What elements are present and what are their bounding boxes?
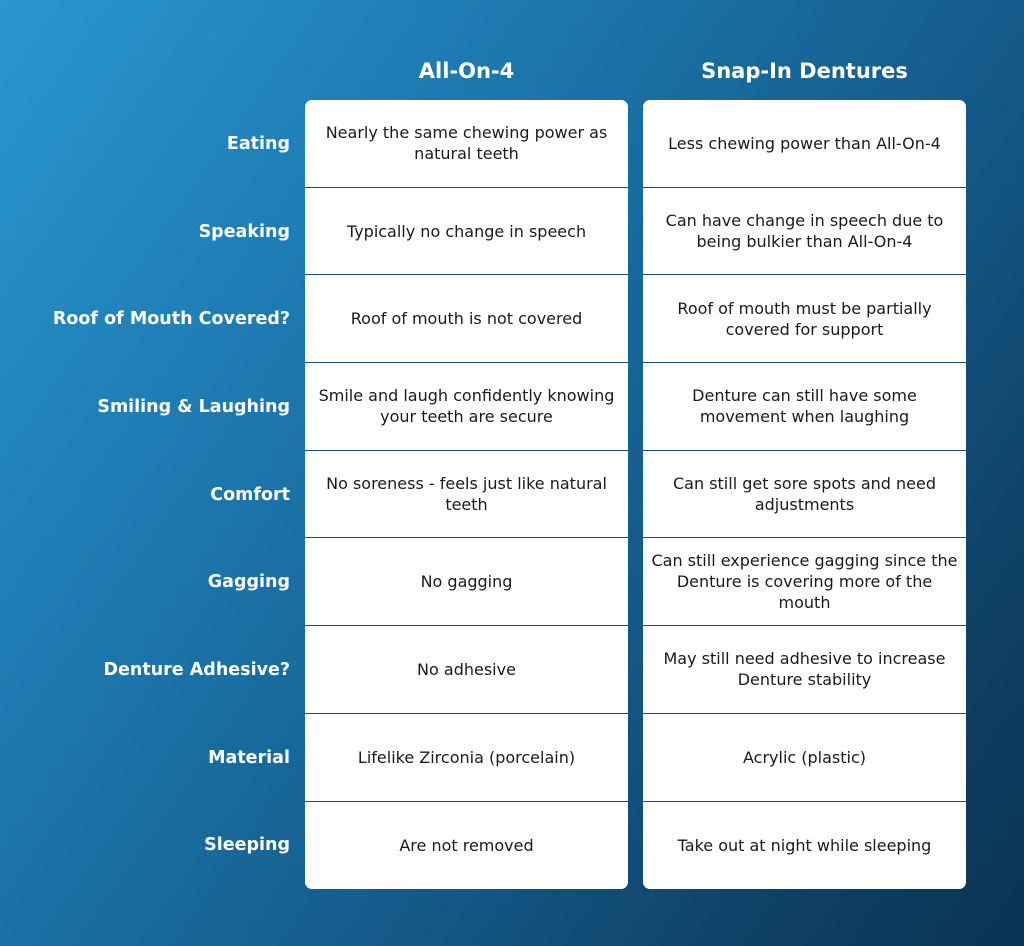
row-label-roof-of-mouth: Roof of Mouth Covered? xyxy=(52,309,290,330)
snap-in-cell-speaking xyxy=(643,188,966,276)
cell-text: Lifelike Zirconia (porcelain) xyxy=(357,747,576,767)
snap-in-cell-sleeping xyxy=(643,802,966,890)
row-label-comfort: Comfort xyxy=(210,484,290,505)
cell-text: No gagging xyxy=(420,572,513,592)
row-label-sleeping: Sleeping xyxy=(204,835,290,856)
all-on-4-cell-eating xyxy=(305,100,628,188)
all-on-4-cell-roof-of-mouth xyxy=(305,275,628,363)
snap-in-cell-gagging xyxy=(643,538,966,626)
row-label-gagging: Gagging xyxy=(207,572,290,593)
cell-text: Are not removed xyxy=(399,835,534,855)
snap-in-cell-roof-of-mouth xyxy=(643,275,966,363)
row-label-material: Material xyxy=(208,747,290,768)
snap-in-dentures-column-card xyxy=(643,100,966,889)
cell-text: May still need adhesive to increase Denture stability xyxy=(663,649,946,690)
all-on-4-column-card xyxy=(305,100,628,889)
cell-text: Acrylic (plastic) xyxy=(742,747,867,767)
all-on-4-cell-material xyxy=(305,714,628,802)
row-label-denture-adhesive: Denture Adhesive? xyxy=(103,659,290,680)
row-labels xyxy=(0,100,290,889)
cell-text: Roof of mouth must be partially covered for support xyxy=(677,298,932,339)
all-on-4-cell-speaking xyxy=(305,188,628,276)
cell-text: No adhesive xyxy=(417,659,516,679)
cell-text: Nearly the same chewing power as natural teeth xyxy=(325,123,608,164)
snap-in-cell-comfort xyxy=(643,451,966,539)
row-label-smiling-laughing: Smiling & Laughing xyxy=(97,396,290,417)
cell-text: No soreness - feels just like natural teeth xyxy=(326,474,607,515)
all-on-4-cell-smiling-laughing xyxy=(305,363,628,451)
cell-text: Take out at night while sleeping xyxy=(677,835,932,855)
cell-text: Denture can still have some movement when laughing xyxy=(692,386,917,427)
cell-text: Smile and laugh confidently knowing your teeth are secure xyxy=(318,386,615,427)
cell-text: Roof of mouth is not covered xyxy=(350,309,583,329)
all-on-4-cell-denture-adhesive xyxy=(305,626,628,714)
column-header-snap-in-dentures: Snap-In Dentures xyxy=(701,59,908,83)
cell-text: Can have change in speech due to being bulkier than All-On-4 xyxy=(665,211,944,252)
all-on-4-cell-comfort xyxy=(305,451,628,539)
all-on-4-cell-gagging xyxy=(305,538,628,626)
row-label-speaking: Speaking xyxy=(198,221,290,242)
snap-in-cell-smiling-laughing xyxy=(643,363,966,451)
snap-in-cell-denture-adhesive xyxy=(643,626,966,714)
all-on-4-cell-sleeping xyxy=(305,802,628,890)
snap-in-cell-material xyxy=(643,714,966,802)
snap-in-cell-eating xyxy=(643,100,966,188)
cell-text: Can still get sore spots and need adjustments xyxy=(672,474,937,515)
cell-text: Typically no change in speech xyxy=(346,221,587,241)
cell-text: Can still experience gagging since the Denture is covering more of the mouth xyxy=(651,551,958,613)
cell-text: Less chewing power than All-On-4 xyxy=(668,133,941,153)
column-header-all-on-4: All-On-4 xyxy=(418,59,515,83)
row-label-eating: Eating xyxy=(226,133,290,154)
